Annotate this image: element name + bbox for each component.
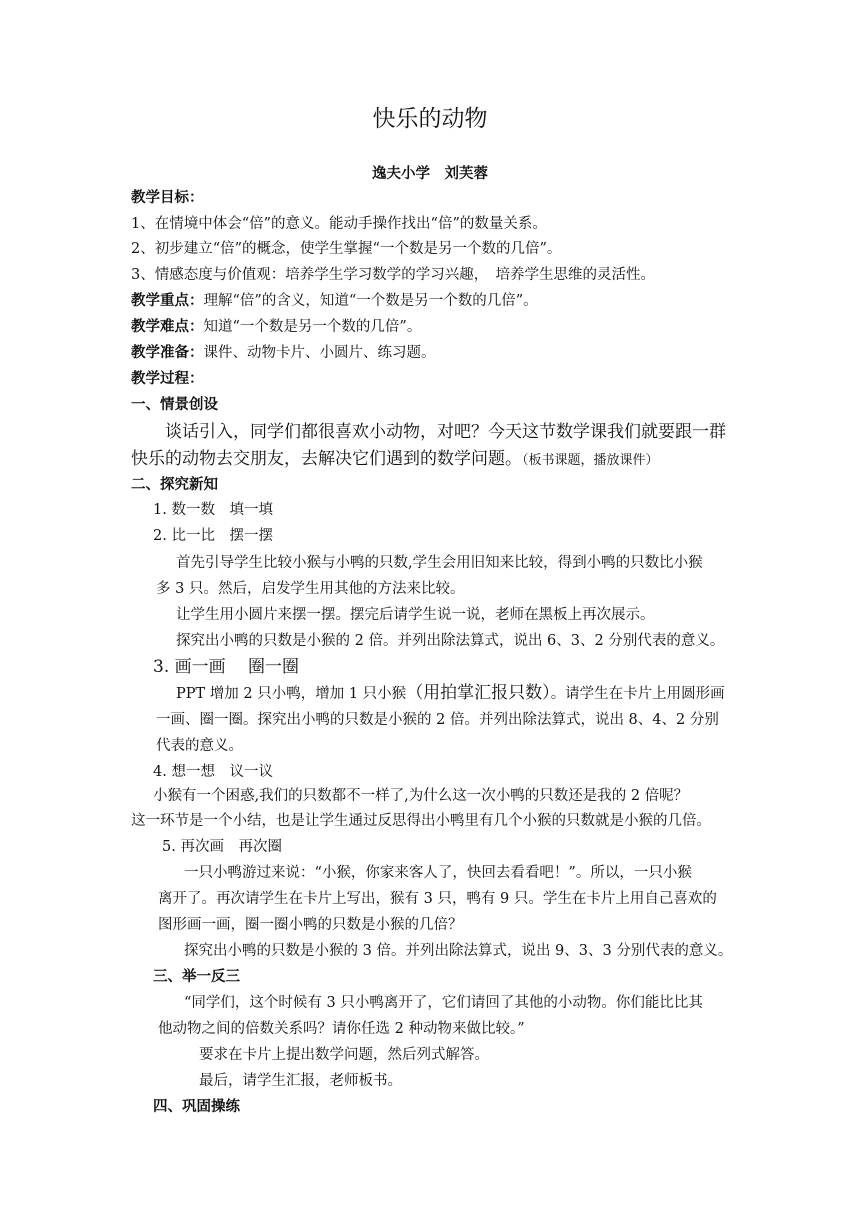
section-3-text: “同学们，这个时候有 3 只小鸭离开了，它们请回了其他的小动物。你们能比比其 <box>184 995 703 1011</box>
section-1-heading: 一、情景创设 <box>131 397 218 413</box>
preparation-label: 教学准备： <box>131 345 204 361</box>
step-5-heading: 5. 再次画 再次圈 <box>162 839 282 855</box>
step-2-text: 首先引导学生比较小猴与小鸭的只数,学生会用旧知来比较，得到小鸭的只数比小猴 <box>176 555 703 571</box>
step-3-text <box>176 683 725 704</box>
section-1-note: （板书课题，播放课件） <box>522 453 659 468</box>
step-4-text: 这一环节是一个小结，也是让学生通过反思得出小鸭里有几个小猴的只数就是小猴的几倍。 <box>131 813 711 829</box>
key-point-text: 理解“倍”的含义，知道“一个数是另一个数的几倍”。 <box>203 293 538 309</box>
goal-item: 2、初步建立“倍”的概念，使学生掌握“一个数是另一个数的几倍”。 <box>131 241 562 257</box>
section-3-heading: 三、举一反三 <box>153 969 240 985</box>
step-5-text: 图形画一画，圈一圈小鸭的只数是小猴的几倍？ <box>158 917 463 933</box>
step-5-text: 探究出小鸭的只数是小猴的 3 倍。并列出除法算式，说出 9、3、3 分别代表的意义。 <box>184 943 733 959</box>
section-3-text: 要求在卡片上提出数学问题，然后列式解答。 <box>199 1047 489 1063</box>
step-1-heading: 1. 数一数 填一填 <box>153 502 273 518</box>
preparation-line <box>131 343 436 363</box>
step-4-heading: 4. 想一想 议一议 <box>153 764 273 780</box>
goals-heading: 教学目标： <box>131 190 204 206</box>
section-1-paragraph: 谈话引入，同学们都很喜欢小动物，对吧？今天这节数学课我们就要跟一群 <box>165 422 726 442</box>
step-2-text: 探究出小鸭的只数是小猴的 2 倍。并列出除法算式，说出 6、3、2 分别代表的意义。 <box>176 633 725 649</box>
difficulty-label: 教学难点： <box>131 319 204 335</box>
author-line: 逸夫小学 刘芙蓉 <box>372 166 488 182</box>
step-2-heading: 2. 比一比 摆一摆 <box>153 528 273 544</box>
difficulty-text: 知道“一个数是另一个数的几倍”。 <box>203 319 422 335</box>
step-3-text-emphasis: （用拍掌汇报只数） <box>406 683 551 703</box>
preparation-text: 课件、动物卡片、小圆片、练习题。 <box>203 345 436 361</box>
step-5-text: 一只小鸭游过来说：“小猴，你家来客人了，快回去看看吧！”。所以，一只小猴 <box>184 865 692 881</box>
process-heading: 教学过程： <box>131 371 204 387</box>
section-2-heading: 二、探究新知 <box>131 477 218 493</box>
step-3-text: 代表的意义。 <box>156 738 243 754</box>
section-1-paragraph-end <box>131 449 659 471</box>
step-3-heading: 3. 画一画 圈一圈 <box>153 657 300 677</box>
step-4-text: 小猴有一个困惑,我们的只数都不一样了,为什么这一次小鸭的只数还是我的 2 倍呢？ <box>153 788 689 804</box>
goal-item: 1、在情境中体会“倍”的意义。能动手操作找出“倍”的数量关系。 <box>131 216 547 232</box>
step-2-text: 多 3 只。然后，启发学生用其他的方法来比较。 <box>156 581 465 597</box>
section-1-text: 快乐的动物去交朋友，去解决它们遇到的数学问题。 <box>131 449 522 469</box>
section-3-text: 他动物之间的倍数关系吗？请你任选 2 种动物来做比较。” <box>158 1021 525 1037</box>
section-3-text: 最后，请学生汇报，老师板书。 <box>199 1073 402 1089</box>
document-title: 快乐的动物 <box>372 106 488 132</box>
key-point-label: 教学重点： <box>131 293 204 309</box>
section-4-heading: 四、巩固操练 <box>153 1099 240 1115</box>
step-5-text: 离开了。再次请学生在卡片上写出，猴有 3 只，鸭有 9 只。学生在卡片上用自己喜欢的 <box>158 891 717 907</box>
key-point-line <box>131 291 538 311</box>
step-3-text: 一画、圈一圈。探究出小鸭的只数是小猴的 2 倍。并列出除法算式，说出 8、4、2 分别 <box>156 712 719 728</box>
step-3-text-part: PPT 增加 2 只小鸭，增加 1 只小猴 <box>176 686 407 702</box>
step-2-text: 让学生用小圆片来摆一摆。摆完后请学生说一说，老师在黑板上再次展示。 <box>176 607 655 623</box>
goal-item: 3、情感态度与价值观：培养学生学习数学的学习兴趣， 培养学生思维的灵活性。 <box>131 267 655 283</box>
step-3-text-part: 。请学生在卡片上用圆形画 <box>550 686 725 702</box>
difficulty-line <box>131 317 421 337</box>
